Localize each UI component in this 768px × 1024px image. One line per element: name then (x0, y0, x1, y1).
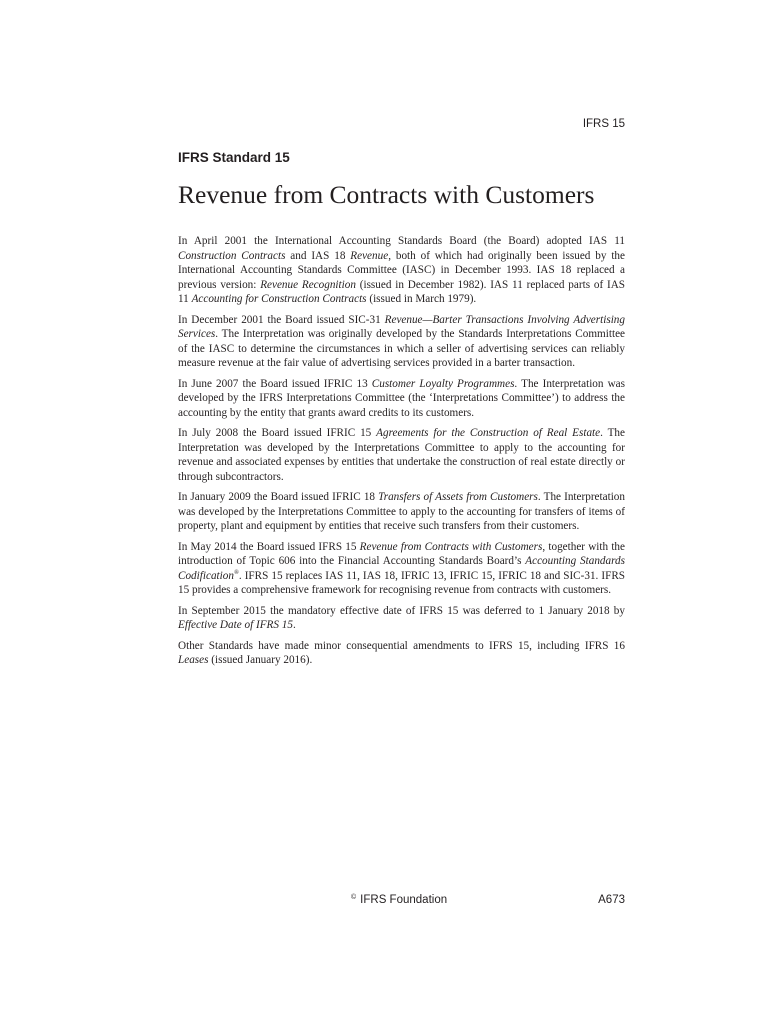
cited-title: Revenue (350, 249, 389, 262)
paragraph-text: , both of which had originally been issued by the International Accounting Standards Committee (IASC) in December 1993. IAS 18 replaced a previous version: (178, 249, 625, 291)
cited-title: Revenue—Barter Transactions Involving Advertising Services (178, 313, 625, 340)
paragraph-text: . The Interpretation was originally developed by the Standards Interpretations Committee of the IASC to determine the circumstances in which a seller of advertising services can reliably measure revenue at the fair value of advertising services provided in a barter transaction. (178, 328, 625, 369)
cited-title: Accounting Standards Codification (178, 555, 625, 582)
paragraph-2 (178, 313, 625, 371)
paragraph-text: In April 2001 the International Accounting Standards Board (the Board) adopted IAS 11 (178, 235, 625, 247)
paragraph-text: In September 2015 the mandatory effective date of IFRS 15 was deferred to 1 January 2018 by (178, 604, 625, 617)
paragraph-text: Other Standards have made minor consequential amendments to IFRS 15, including IFRS 16 (178, 639, 625, 652)
cited-title: Revenue from Contracts with Customers (359, 540, 543, 553)
paragraph-text: . The Interpretation was developed by the IFRS Interpretations Committee (the ‘Interpretations Committee’) to address the accounting by the entity that grants award credits to its customers. (178, 377, 625, 419)
footer-copyright (351, 893, 447, 907)
registered-mark: ® (233, 568, 239, 576)
standard-label: IFRS Standard 15 (178, 150, 290, 165)
paragraph-5 (178, 490, 625, 534)
cited-title: Construction Contracts (178, 249, 286, 262)
paragraph-text: In May 2014 the Board issued IFRS 15 (178, 540, 360, 553)
paragraph-text: In July 2008 the Board issued IFRIC 15 (178, 427, 377, 439)
paragraph-6 (178, 540, 625, 598)
cited-title: Agreements for the Construction of Real Estate (376, 427, 601, 439)
paragraph-3 (178, 377, 625, 421)
paragraph-text: (issued in March 1979). (366, 293, 477, 305)
footer-organization: IFRS Foundation (360, 894, 448, 906)
paragraph-text: and IAS 18 (285, 249, 351, 262)
paragraph-text: . (292, 619, 296, 631)
paragraph-4 (178, 426, 625, 484)
copyright-symbol: © (351, 894, 357, 901)
paragraph-text: In June 2007 the Board issued IFRIC 13 (178, 377, 372, 390)
cited-title: Customer Loyalty Programmes (371, 377, 515, 390)
cited-title: Leases (178, 654, 209, 666)
paragraph-text: (issued January 2016). (208, 654, 313, 666)
paragraph-text: , together with the introduction of Topic 606 into the Financial Accounting Standards Board’s (178, 540, 625, 567)
paragraph-text: . IFRS 15 replaces IAS 11, IAS 18, IFRIC 13, IFRIC 15, IFRIC 18 and SIC-31. IFRS 15 provides a comprehensive framework for recognising revenue from contracts with customers. (178, 569, 625, 596)
cited-title: Accounting for Construction Contracts (191, 293, 367, 305)
paragraph-text: . The Interpretation was developed by the Interpretations Committee to apply to the accounting for revenue and associated expenses by entities that undertake the construction of real estate directly or through subcontractors. (178, 427, 625, 483)
paragraph-text: In January 2009 the Board issued IFRIC 18 (178, 491, 379, 503)
paragraph-text: (issued in December 1982). IAS 11 replaced parts of IAS 11 (178, 278, 625, 305)
paragraph-text: In December 2001 the Board issued SIC-31 (178, 313, 385, 326)
cited-title: Transfers of Assets from Customers (378, 491, 538, 503)
introduction-body (178, 234, 625, 674)
cited-title: Effective Date of IFRS 15 (178, 619, 293, 631)
cited-title: Revenue Recognition (260, 278, 356, 291)
running-head: IFRS 15 (582, 118, 625, 130)
paragraph-7 (178, 604, 625, 633)
paragraph-1 (178, 234, 625, 307)
page-number: A673 (598, 894, 625, 906)
page-title: Revenue from Contracts with Customers (178, 180, 595, 209)
paragraph-8 (178, 639, 625, 668)
paragraph-text: . The Interpretation was developed by the Interpretations Committee to apply to the accounting for transfers of items of property, plant and equipment by entities that receive such transfers from their customers. (178, 491, 625, 532)
